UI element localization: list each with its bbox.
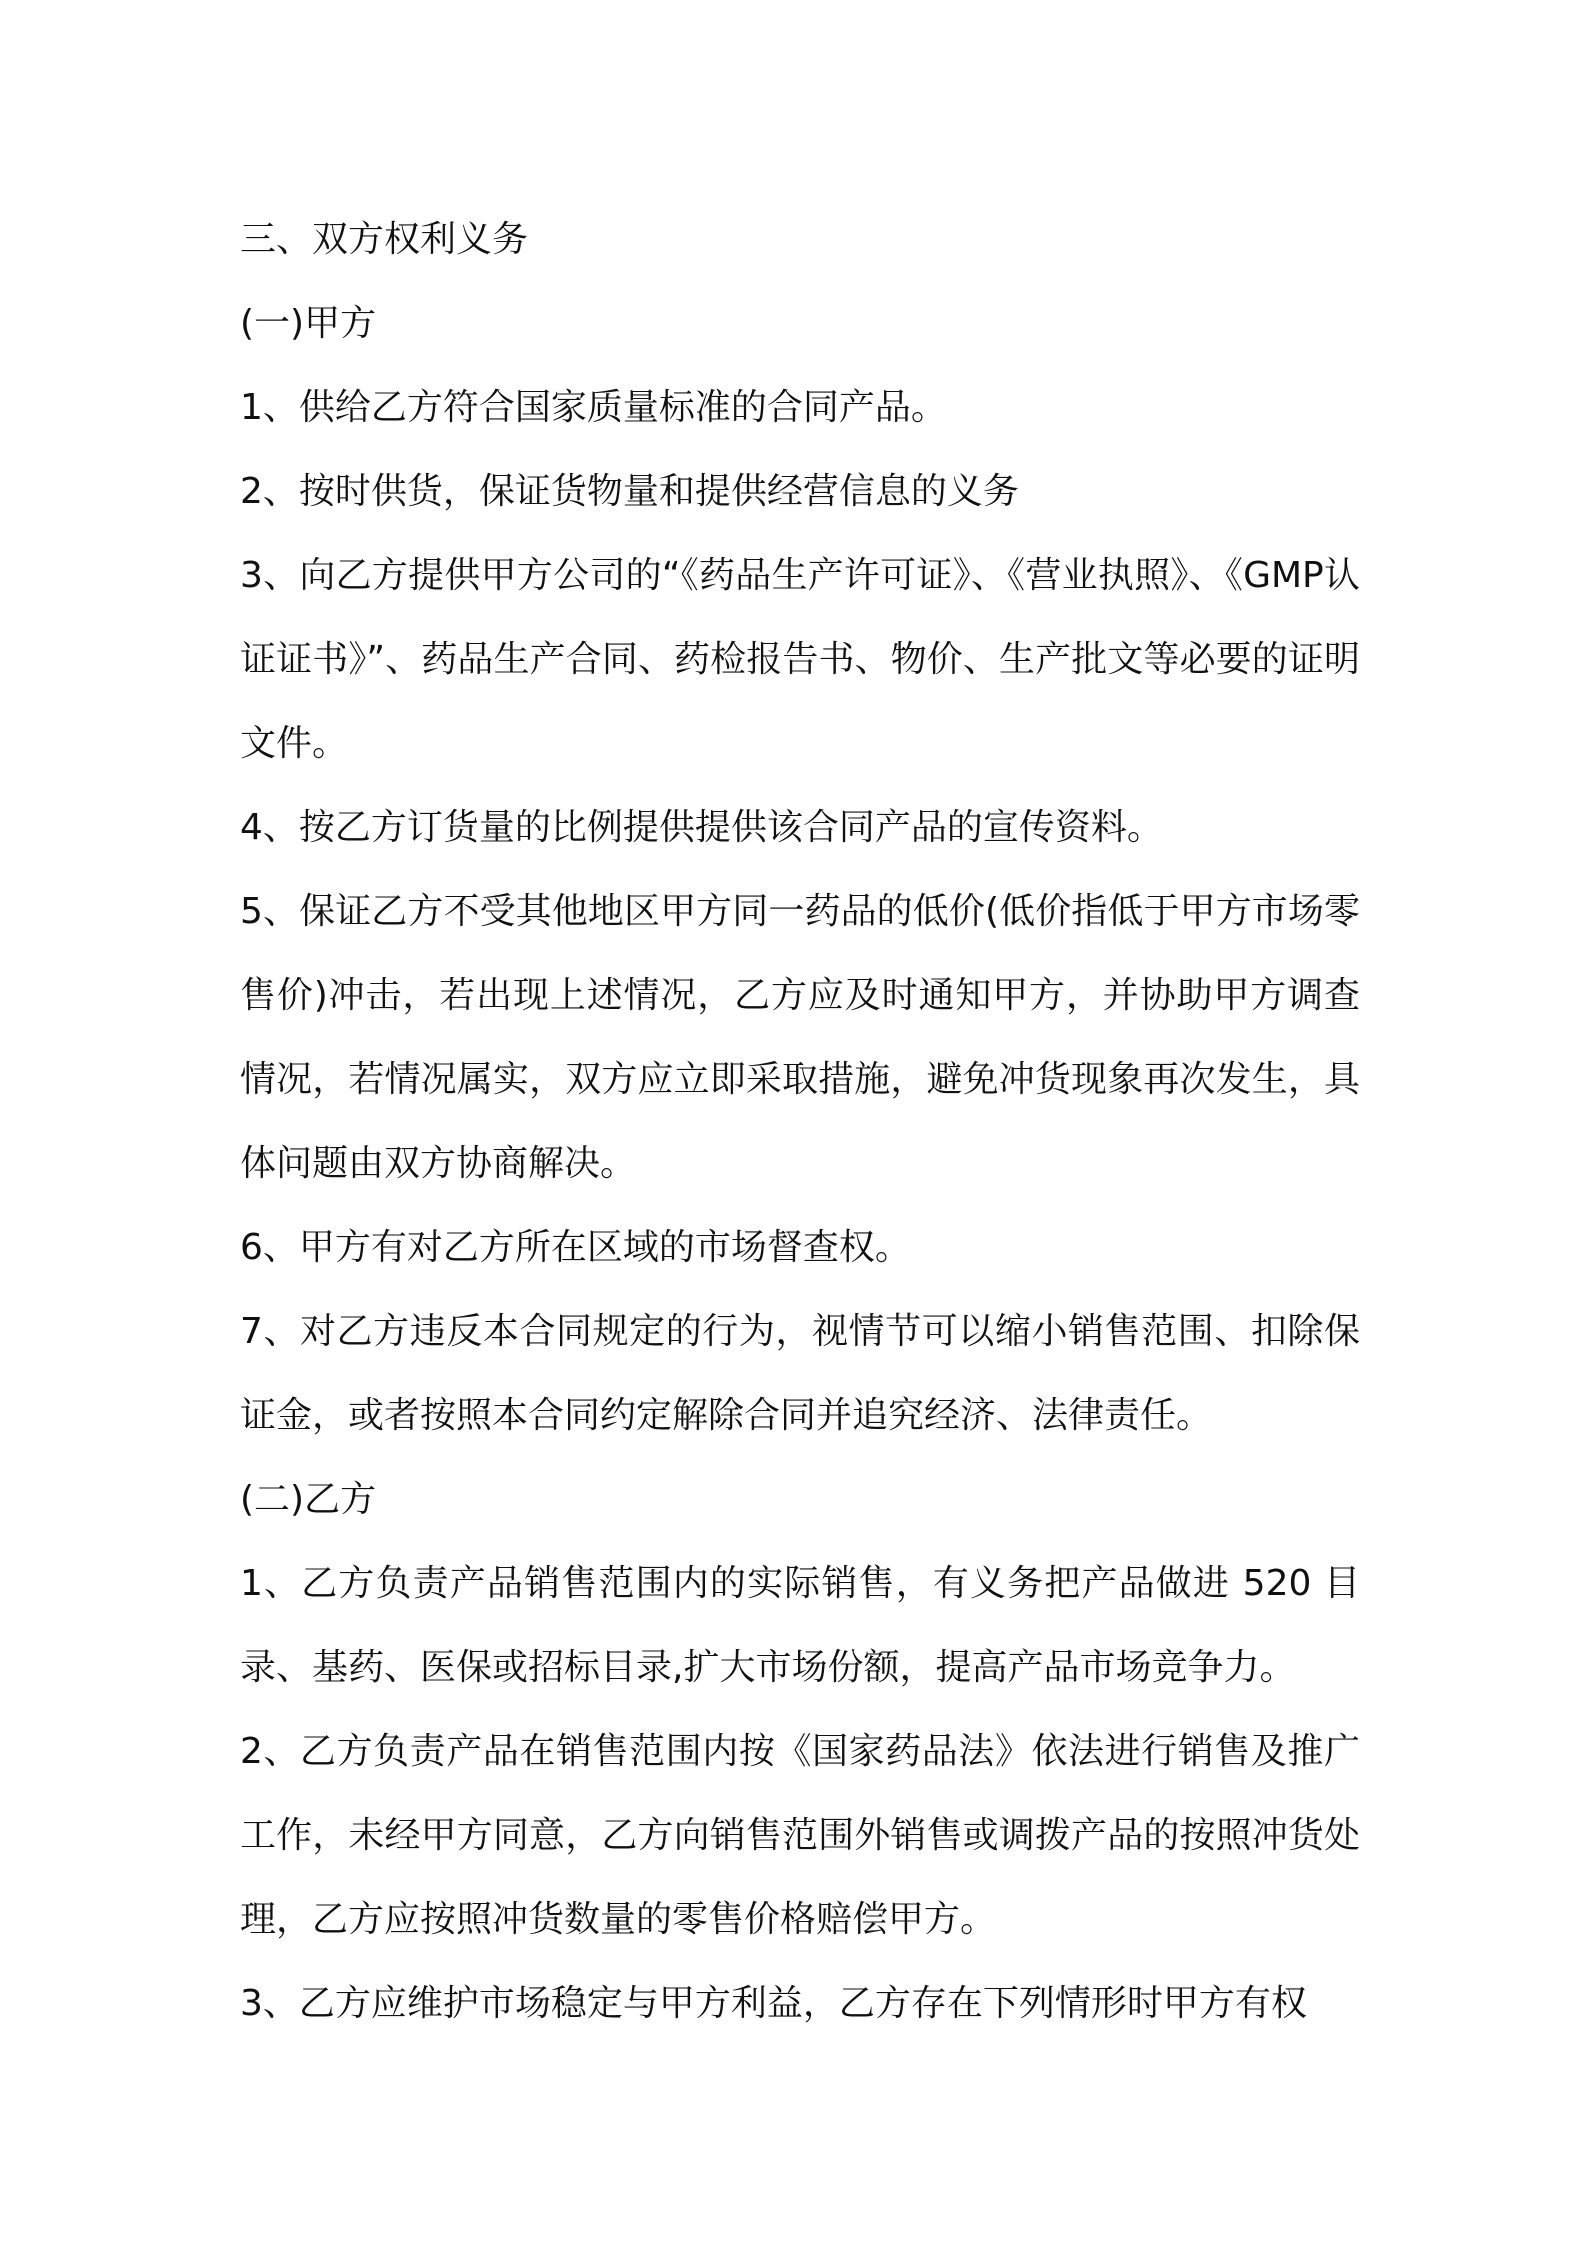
party-a-item-4: 4、按乙方订货量的比例提供提供该合同产品的宣传资料。 bbox=[240, 807, 1163, 848]
party-a-item-1: 1、供给乙方符合国家质量标准的合同产品。 bbox=[240, 387, 947, 428]
section-title: 三、双方权利义务 bbox=[240, 219, 529, 260]
party-a-item-2: 2、按时供货，保证货物量和提供经营信息的义务 bbox=[240, 471, 1019, 512]
party-a-item-5: 5、保证乙方不受其他地区甲方同一药品的低价(低价指低于甲方市场零售价)冲击，若出现上述情况，乙方应及时通知甲方，并协助甲方调查情况，若情况属实，双方应立即采取措施，避免冲货现象再次发生，具体问题由双方协商解决。 bbox=[240, 891, 1360, 1184]
party-b-item-3: 3、乙方应维护市场稳定与甲方利益，乙方存在下列情形时甲方有权 bbox=[240, 1983, 1307, 2024]
party-a-item-6: 6、甲方有对乙方所在区域的市场督查权。 bbox=[240, 1227, 911, 1268]
party-a-heading: (一)甲方 bbox=[240, 303, 377, 344]
party-b-heading: (二)乙方 bbox=[240, 1479, 377, 1520]
party-b-item-2: 2、乙方负责产品在销售范围内按《国家药品法》依法进行销售及推广工作，未经甲方同意，乙方向销售范围外销售或调拨产品的按照冲货处理，乙方应按照冲货数量的零售价格赔偿甲方。 bbox=[240, 1731, 1360, 1940]
party-a-item-7: 7、对乙方违反本合同规定的行为，视情节可以缩小销售范围、扣除保证金，或者按照本合同约定解除合同并追究经济、法律责任。 bbox=[240, 1311, 1360, 1436]
party-b-item-1: 1、乙方负责产品销售范围内的实际销售，有义务把产品做进 520 目录、基药、医保或招标目录,扩大市场份额，提高产品市场竞争力。 bbox=[240, 1563, 1360, 1688]
party-a-item-3: 3、向乙方提供甲方公司的“《药品生产许可证》、《营业执照》、《GMP认证证书》”、药品生产合同、药检报告书、物价、生产批文等必要的证明文件。 bbox=[240, 555, 1360, 764]
contract-body bbox=[240, 198, 1360, 2046]
